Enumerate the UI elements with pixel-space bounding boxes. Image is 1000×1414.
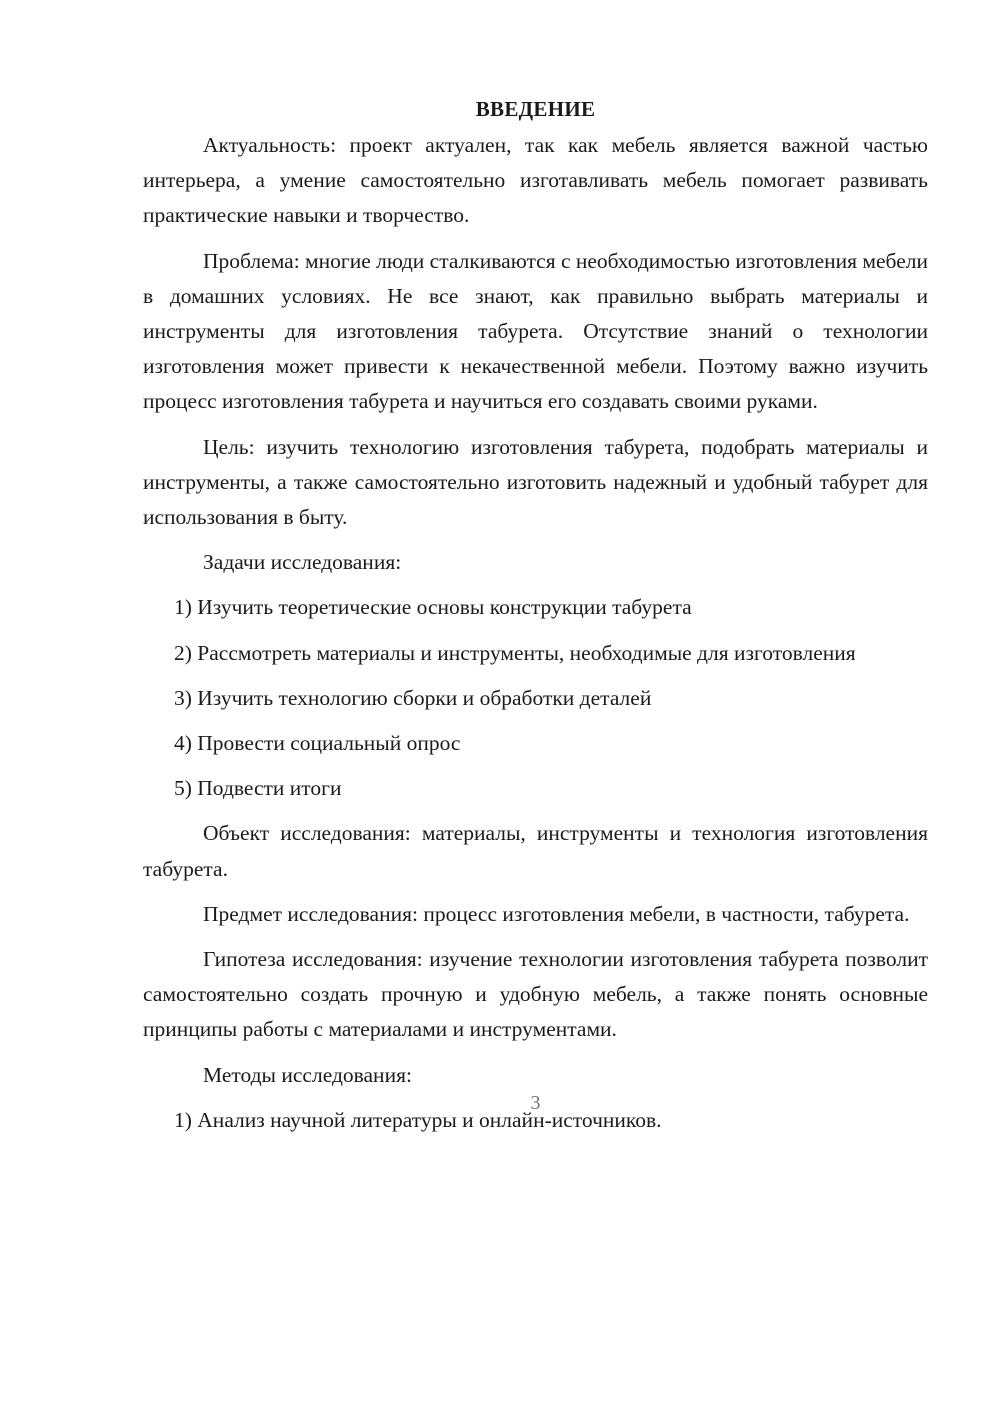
section-title: ВВЕДЕНИЕ [475,97,596,121]
hypothesis-paragraph: Гипотеза исследования: изучение технологии изготовления табурета позволит самостоятельно создать прочную и удобную мебель, а также понять основные принципы работы с материалами и инструментами. [143,947,928,1042]
method-item-1: 1) Анализ научной литературы и онлайн-источников. [174,1107,662,1132]
methods-heading: Методы исследования: [203,1062,412,1087]
document-page [143,92,928,1148]
task-item-4: 4) Провести социальный опрос [174,731,461,756]
subject-paragraph: Предмет исследования: процесс изготовления мебели, в частности, табурета. [203,901,910,926]
relevance-paragraph: Актуальность: проект актуален, так как мебель является важной частью интерьера, а умение самостоятельно изготавливать мебель помогает развивать практические навыки и творчество. [143,133,928,228]
task-item-3: 3) Изучить технологию сборки и обработки деталей [174,685,652,710]
goal-paragraph: Цель: изучить технологию изготовления табурета, подобрать материалы и инструменты, а также самостоятельно изготовить надежный и удобный табурет для использования в быту. [143,434,928,530]
problem-paragraph: Проблема: многие люди сталкиваются с необходимостью изготовления мебели в домашних условиях. Не все знают, как правильно выбрать материалы и инструменты для изготовления табурета. Отсутствие знаний о технологии изготовления может привести к некачественной мебели. Поэтому важно изучить процесс изготовления табурета и научиться его создавать своими руками. [143,248,928,414]
task-item-1: 1) Изучить теоретические основы конструкции табурета [174,595,692,620]
page-number: 3 [530,1092,541,1114]
tasks-heading: Задачи исследования: [203,550,402,575]
task-item-5: 5) Подвести итоги [174,776,342,801]
task-item-2: 2) Рассмотреть материалы и инструменты, необходимые для изготовления [174,640,856,665]
object-paragraph: Объект исследования: материалы, инструменты и технология изготовления табурета. [143,821,928,881]
